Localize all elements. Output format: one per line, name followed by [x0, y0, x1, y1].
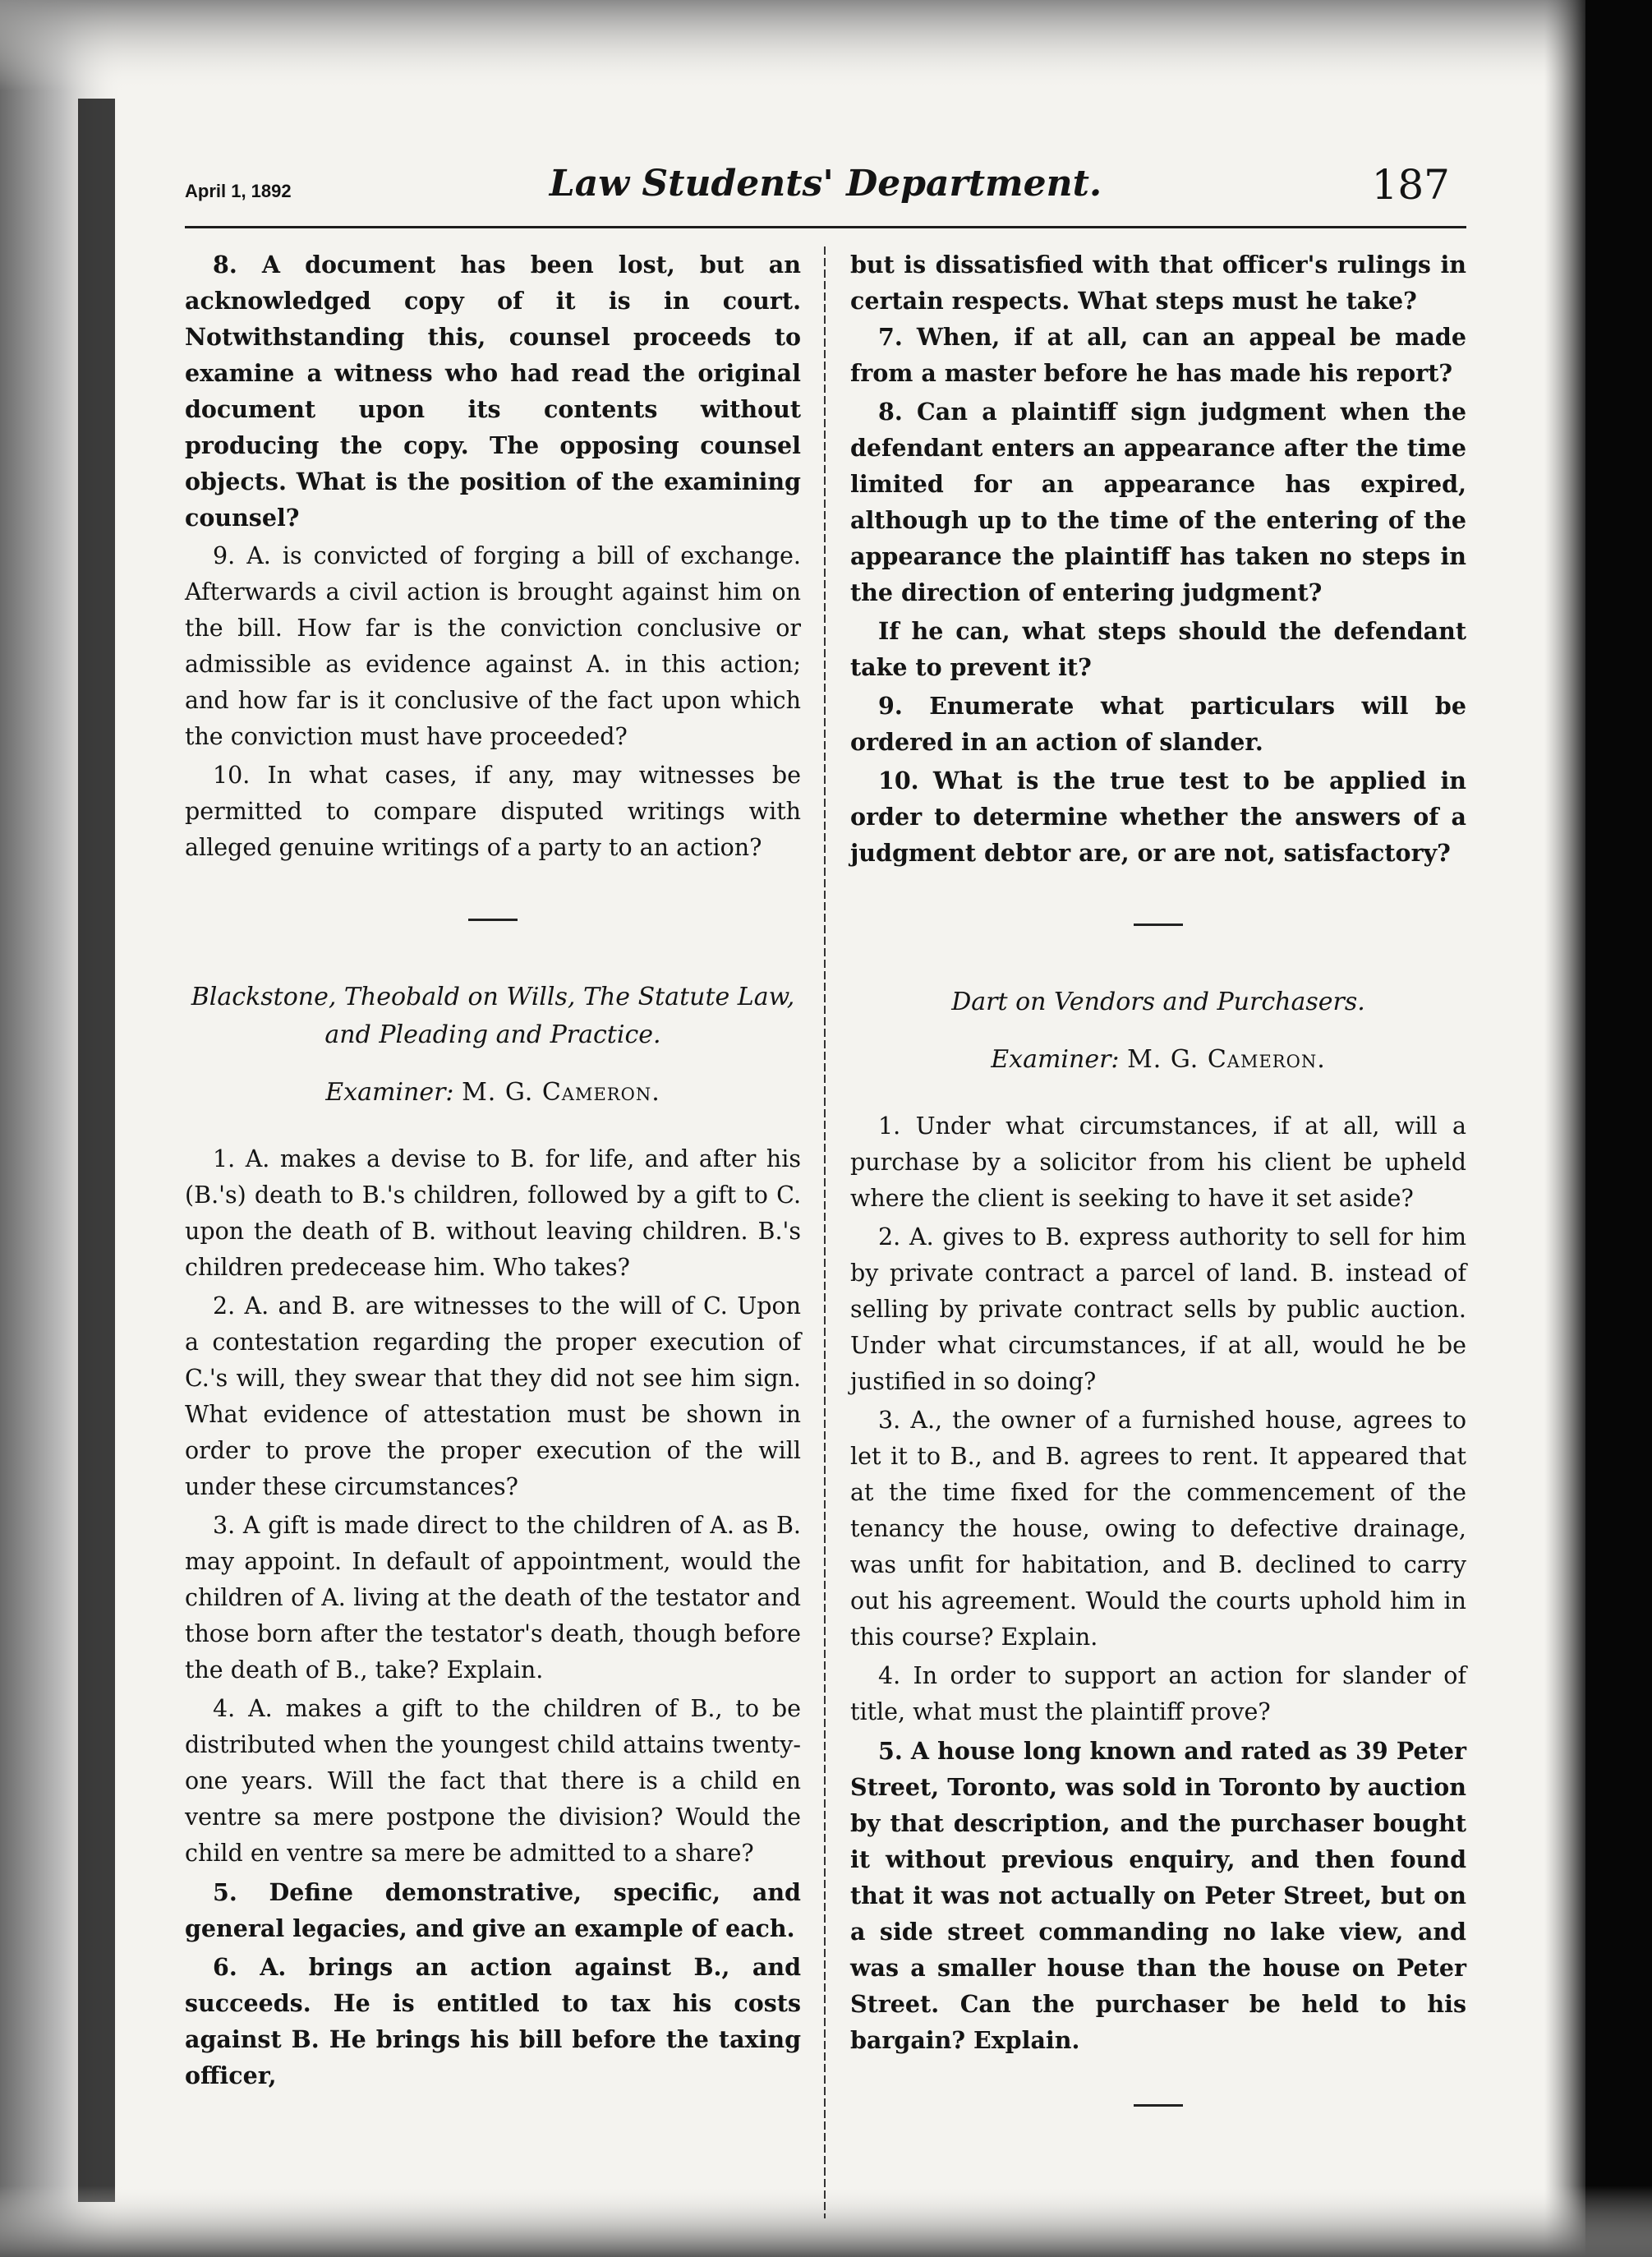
question-paragraph: 5. A house long known and rated as 39 Peter Street, Toronto, was sold in Toronto by auction by that description, and the purchaser bought it without previous enquiry, and then found that it was not actually on Peter Street, but on a side street commanding no lake view, and was a smaller house than the house on Peter Street. Can the purchaser be held to his bargain? Explain.: [850, 1737, 1466, 2054]
page: [185, 156, 1466, 2227]
question-paragraph: 6. A. brings an action against B., and succeeds. He is entitled to tax his costs against B. He brings his bill before the taxing officer,: [185, 1953, 801, 2089]
section-divider: [468, 919, 518, 921]
examiner-label: Examiner:: [991, 1045, 1120, 1074]
question-paragraph: 8. A document has been lost, but an acknowledged copy of it is in court. Notwithstanding this, counsel proceeds to examine a witness who had read the original document upon its contents without producing the copy. The opposing counsel objects. What is the position of the examining counsel?: [185, 251, 801, 532]
running-header: [185, 156, 1466, 230]
question-paragraph: but is dissatisfied with that officer's rulings in certain respects. What steps must he take?: [850, 251, 1466, 315]
page-number: 187: [1371, 161, 1450, 209]
examiner-line: [185, 1074, 801, 1112]
issue-date: April 1, 1892: [185, 181, 292, 201]
page-title: Law Students' Department.: [549, 163, 1102, 205]
question-paragraph: 1. Under what circumstances, if at all, will a purchase by a solicitor from his client be upheld where the client is seeking to have it set aside?: [850, 1112, 1466, 1212]
examiner-line: [850, 1041, 1466, 1079]
examiner-name: M. G. Cameron.: [1127, 1045, 1326, 1074]
column-divider: [824, 246, 826, 2218]
question-paragraph: 9. A. is convicted of forging a bill of exchange. Afterwards a civil action is brought against him on the bill. How far is the conviction conclusive or admissible as evidence against A. in this action; and how far is it conclusive of the fact upon which the conviction must have proceeded?: [185, 542, 801, 750]
question-paragraph: 4. A. makes a gift to the children of B., to be distributed when the youngest child attains twenty-one years. Will the fact that there is a child en ventre sa mere postpone the division? Would the child en ventre sa mere be admitted to a share?: [185, 1695, 801, 1867]
question-paragraph: 5. Define demonstrative, specific, and general legacies, and give an example of each.: [185, 1878, 801, 1942]
section-divider: [1134, 924, 1183, 926]
right-column: [850, 246, 1466, 2107]
left-column: [185, 246, 801, 2096]
question-paragraph: 3. A gift is made direct to the children of A. as B. may appoint. In default of appointment, would the children of A. living at the death of the testator and those born after the testator's death, though before the death of B., take? Explain.: [185, 1512, 801, 1684]
question-paragraph: 4. In order to support an action for slander of title, what must the plaintiff prove?: [850, 1662, 1466, 1725]
question-paragraph: 2. A. and B. are witnesses to the will of C. Upon a contestation regarding the proper execution of C.'s will, they swear that they did not see him sign. What evidence of attestation must be shown in order to prove the proper execution of the will under these circumstances?: [185, 1292, 801, 1500]
question-paragraph: 8. Can a plaintiff sign judgment when the defendant enters an appearance after the time limited for an appearance has expired, although up to the time of the entering of the appearance the plaintiff has taken no steps in the direction of entering judgment?: [850, 398, 1466, 606]
section-divider: [1134, 2104, 1183, 2107]
question-paragraph: 9. Enumerate what particulars will be ordered in an action of slander.: [850, 692, 1466, 756]
examiner-label: Examiner:: [325, 1078, 454, 1107]
section-title: Blackstone, Theobald on Wills, The Statute Law, and Pleading and Practice.: [191, 983, 795, 1049]
section-title: Dart on Vendors and Purchasers.: [951, 988, 1365, 1016]
question-paragraph: If he can, what steps should the defendant take to prevent it?: [850, 617, 1466, 681]
question-paragraph: 7. When, if at all, can an appeal be made from a master before he has made his report?: [850, 323, 1466, 387]
examiner-name: M. G. Cameron.: [462, 1078, 660, 1107]
header-rule: [185, 226, 1466, 228]
question-paragraph: 10. What is the true test to be applied in order to determine whether the answers of a judgment debtor are, or are not, satisfactory?: [850, 767, 1466, 867]
question-paragraph: 10. In what cases, if any, may witnesses be permitted to compare disputed writings with alleged genuine writings of a party to an action?: [185, 762, 801, 861]
question-paragraph: 1. A. makes a devise to B. for life, and after his (B.'s) death to B.'s children, followed by a gift to C. upon the death of B. without leaving children. B.'s children predecease him. Who takes?: [185, 1145, 801, 1281]
question-paragraph: 3. A., the owner of a furnished house, agrees to let it to B., and B. agrees to rent. It appeared that at the time fixed for the commencement of the tenancy the house, owing to defective drainage, was unfit for habitation, and B. declined to carry out his agreement. Would the courts uphold him in this course? Explain.: [850, 1407, 1466, 1651]
question-paragraph: 2. A. gives to B. express authority to sell for him by private contract a parcel of land. B. instead of selling by private contract sells by public auction. Under what circumstances, if at all, would he be justified in so doing?: [850, 1223, 1466, 1395]
